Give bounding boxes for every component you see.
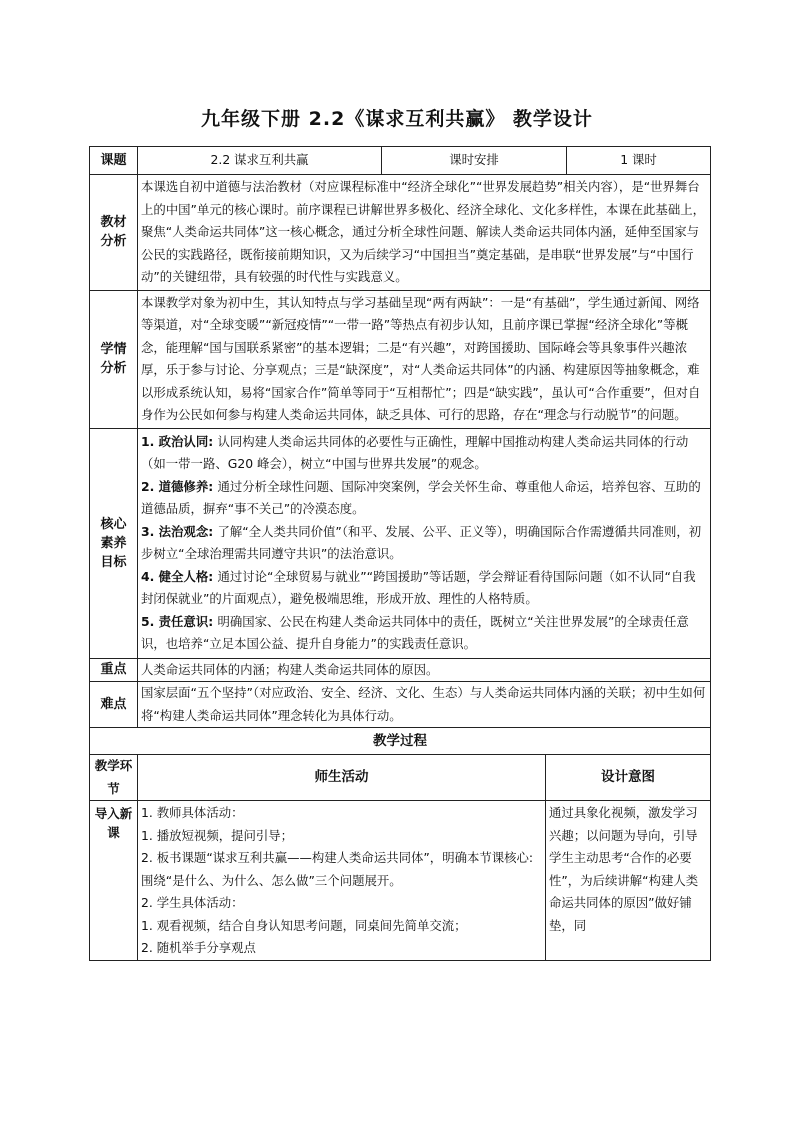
process-columns-row (90, 755, 711, 801)
literacy-row (90, 428, 711, 658)
students-row (90, 290, 711, 428)
intro-activities (138, 801, 546, 961)
literacy-goal-heading: 1. 政治认同: (141, 433, 218, 449)
students-label (90, 290, 138, 428)
intro-activity-line: 2. 学生具体活动： (141, 895, 244, 910)
literacy-goals (138, 428, 711, 658)
intro-activity-line: 2. 板书课题“谋求互利共赢——构建人类命运共同体”，明确本节课核心: 围绕“是什么、为什么、怎么做”三个问题展开。 (141, 850, 534, 888)
col-activity-header: 师生活动 (138, 755, 546, 801)
literacy-goal-heading: 4. 健全人格: (141, 568, 218, 584)
intro-activity-line: 1. 观看视频，结合自身认知思考问题，同桌间先简单交流； (141, 917, 467, 933)
lesson-plan-table (89, 146, 711, 961)
topic-label: 课题 (90, 147, 138, 175)
literacy-goal-item (141, 521, 707, 566)
literacy-goal-heading: 2. 道德修养: (141, 478, 218, 494)
materials-row (90, 175, 711, 291)
literacy-goal-heading: 3. 法治观念: (141, 523, 218, 539)
literacy-goal-item (141, 611, 707, 656)
students-text: 本课教学对象为初中生，其认知特点与学习基础呈现“两有两缺”：一是“有基础”，学生通过新闻、网络等渠道，对“全球变暖”“新冠疫情”“一带一路”等热点有初步认知，且前序课已掌握“经济全球化”等概念，能理解“国与国联系紧密”的基本逻辑；二是“有兴趣”，对跨国援助、国际峰会等具象事件兴趣浓厚，乐于参与讨论、分享观点；三是“缺深度”，对“人类命运共同体”的内涵、构建原因等抽象概念，难以形成系统认知，易将“国家合作”简单等同于“互相帮忙”；四是“缺实践”，虽认可“合作重要”，但对自身作为公民如何参与构建人类命运共同体，缺乏具体、可行的思路，存在“理念与行动脱节”的问题。 (138, 290, 711, 428)
difficulty-row (90, 682, 711, 728)
intro-activity-line: 2. 随机举手分享观点 (141, 940, 256, 955)
process-header: 教学过程 (90, 728, 711, 755)
difficulty-text: 国家层面“五个坚持”（对应政治、安全、经济、文化、生态）与人类命运共同体内涵的关联；初中生如何将“构建人类命运共同体”理念转化为具体行动。 (138, 682, 711, 728)
materials-label (90, 175, 138, 291)
materials-text: 本课选自初中道德与法治教材（对应课程标准中“经济全球化”“世界发展趋势”相关内容），是“世界舞台上的中国”单元的核心课时。前序课程已讲解世界多极化、经济全球化、文化多样性，本课在此基础上，聚焦“人类命运共同体”这一核心概念，通过分析全球性问题、解读人类命运共同体内涵，延伸至国家与公民的实践路径，既衔接前期知识，又为后续学习“中国担当”奠定基础，是串联“世界发展”与“中国行动”的关键纽带，具有较强的时代性与实践意义。 (138, 175, 711, 291)
intro-intent: 通过具象化视频，激发学习兴趣；以问题为导向，引导学生主动思考“合作的必要性”，为后续讲解“构建人类命运共同体的原因”做好铺垫，同 (546, 801, 711, 961)
key-point-row (90, 658, 711, 682)
literacy-label-line-1: 核心 (100, 516, 127, 532)
intro-row (90, 801, 711, 961)
topic-row (90, 147, 711, 175)
schedule-label: 课时安排 (382, 147, 567, 175)
intro-activity-line: 1. 教师具体活动： (141, 805, 244, 820)
key-point-label: 重点 (90, 658, 138, 682)
literacy-goal-body: 通过分析全球性问题、国际冲突案例，学会关怀生命、尊重他人命运，培养包容、互助的道德品质，摒弃“事不关己”的冷漠态度。 (141, 478, 701, 516)
key-point-text: 人类命运共同体的内涵；构建人类命运共同体的原因。 (138, 658, 711, 682)
materials-label-line-2: 分析 (100, 234, 127, 250)
difficulty-label: 难点 (90, 682, 138, 728)
literacy-label-line-2: 素养 (100, 535, 127, 551)
literacy-goal-body: 了解“全人类共同价值”（和平、发展、公平、正义等），明确国际合作需遵循共同准则，初步树立“全球治理需共同遵守共识”的法治意识。 (141, 523, 702, 561)
literacy-label (90, 428, 138, 658)
literacy-goal-body: 通过讨论“全球贸易与就业”“跨国援助”等话题，学会辩证看待国际问题（如不认同“自我封闭保就业”的片面观点），避免极端思维，形成开放、理性的人格特质。 (141, 568, 696, 606)
col-intent-header: 设计意图 (546, 755, 711, 801)
students-label-line-1: 学情 (100, 342, 127, 357)
literacy-goal-heading: 5. 责任意识: (141, 613, 218, 629)
process-header-row (90, 728, 711, 755)
literacy-goal-item (141, 476, 707, 521)
literacy-label-line-3: 目标 (100, 554, 127, 570)
intro-activity-line: 1. 播放短视频，提问引导； (141, 827, 294, 843)
materials-label-line-1: 教材 (100, 215, 127, 231)
topic-value: 2.2 谋求互利共赢 (138, 147, 382, 175)
schedule-value: 1 课时 (567, 147, 711, 175)
col-stage-header: 教学环节 (90, 755, 138, 801)
literacy-goal-item (141, 566, 707, 611)
page-title: 九年级下册 2.2《谋求互利共赢》 教学设计 (201, 108, 593, 130)
literacy-goal-body: 明确国家、公民在构建人类命运共同体中的责任，既树立“关注世界发展”的全球责任意识，也培养“立足本国公益、提升自身能力”的实践责任意识。 (141, 613, 689, 651)
literacy-goal-item (141, 431, 707, 476)
literacy-goal-body: 认同构建人类命运共同体的必要性与正确性，理解中国推动构建人类命运共同体的行动（如一带一路、G20 峰会），树立“中国与世界共发展”的观念。 (141, 433, 689, 471)
students-label-line-2: 分析 (100, 361, 127, 376)
intro-stage: 导入新课 (90, 801, 138, 961)
